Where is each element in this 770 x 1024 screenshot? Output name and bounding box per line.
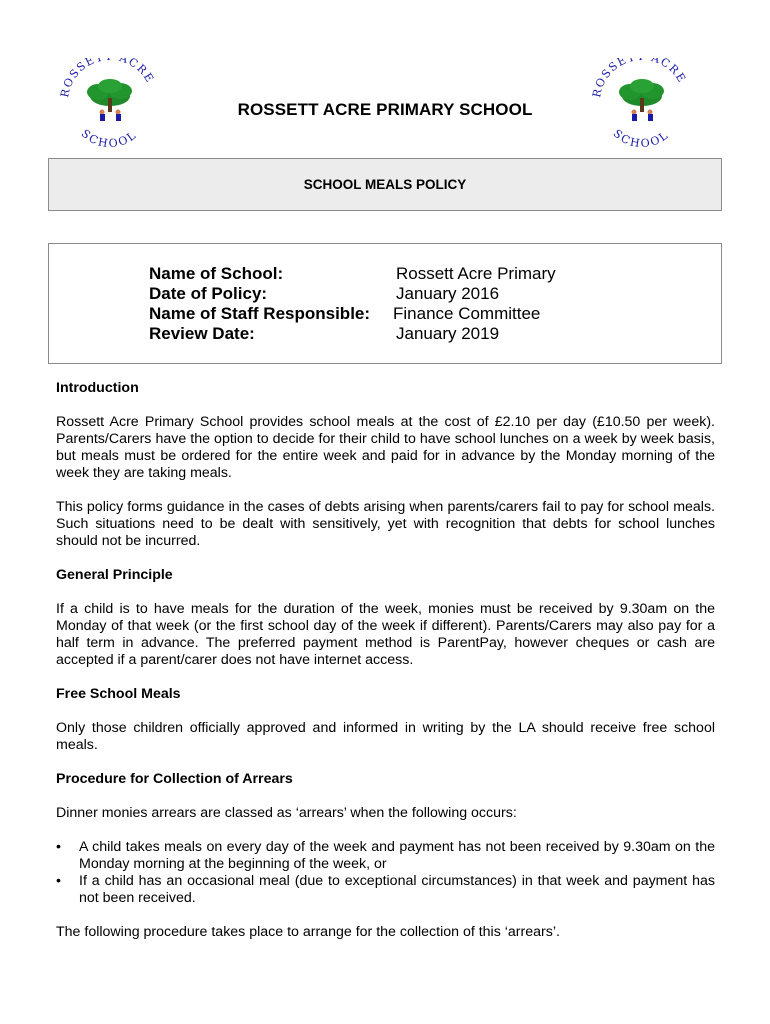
policy-title: SCHOOL MEALS POLICY [303, 177, 467, 192]
info-value: January 2016 [396, 284, 500, 303]
paragraph: The following procedure takes place to arrange for the collection of this ‘arrears’. [56, 924, 560, 940]
svg-text:SCHOOL [79, 127, 140, 150]
logo-left-text-bottom: SCHOOL [78, 126, 140, 151]
school-title: ROSSETT ACRE PRIMARY SCHOOL [237, 100, 533, 119]
info-value: Finance Committee [393, 304, 541, 323]
section-heading-arrears: Procedure for Collection of Arrears [56, 771, 293, 787]
paragraph: If a child is to have meals for the duration of the week, monies must be received by 9.30am on the Monday of that week (or the first school day of the week if different). Parents/Carers may also pay for a half term in advance. The preferred payment method is ParentPay, however cheques or cash are accepted if a parent/carer does not have internet access. [56, 601, 715, 668]
paragraph: Dinner monies arrears are classed as ‘arrears’ when the following occurs: [56, 805, 517, 821]
bullet-icon: • [56, 839, 61, 855]
info-label: Review Date: [149, 324, 255, 343]
paragraph: This policy forms guidance in the cases of debts arising when parents/carers fail to pay for school meals. Such situations need to be dealt with sensitively, yet with recognition that debts for school lunches should not be incurred. [56, 499, 715, 549]
section-heading-free-school-meals: Free School Meals [56, 686, 181, 702]
logo-right-text-bottom: SCHOOL [610, 126, 672, 151]
policy-info-box [48, 243, 722, 364]
list-item-text: If a child has an occasional meal (due to exceptional circumstances) in that week and payment has not been received. [79, 873, 715, 906]
list-item [56, 839, 715, 873]
logo-left-text-top: ROSSE ACRE [58, 58, 157, 99]
list-item [56, 873, 715, 907]
section-heading-general-principle: General Principle [56, 567, 173, 583]
list-item-text: A child takes meals on every day of the week and payment has not been received by 9.30am on the Monday morning at the beginning of the week, or [79, 839, 715, 872]
logo-right-text-top: ROSSE ACRE [590, 58, 689, 99]
policy-title-box [48, 158, 722, 211]
bullet-icon: • [56, 873, 61, 889]
paragraph: Only those children officially approved and informed in writing by the LA should receive free school meals. [56, 720, 715, 753]
section-heading-introduction: Introduction [56, 380, 139, 396]
arrears-bullet-list [56, 839, 715, 907]
info-label: Name of School: [149, 264, 284, 283]
info-label: Name of Staff Responsible: [149, 304, 371, 323]
policy-body [56, 380, 715, 958]
info-label: Date of Policy: [149, 284, 268, 303]
info-value: January 2019 [396, 324, 500, 343]
info-value: Rossett Acre Primary [396, 264, 556, 283]
paragraph: Rossett Acre Primary School provides school meals at the cost of £2.10 per day (£10.50 per week). Parents/Carers have the option to decide for their child to have school lunches on a week by week basis, but meals must be ordered for the entire week and paid for in advance by the Monday morning of the week they are taking meals. [56, 414, 715, 481]
svg-text:SCHOOL [611, 127, 672, 150]
